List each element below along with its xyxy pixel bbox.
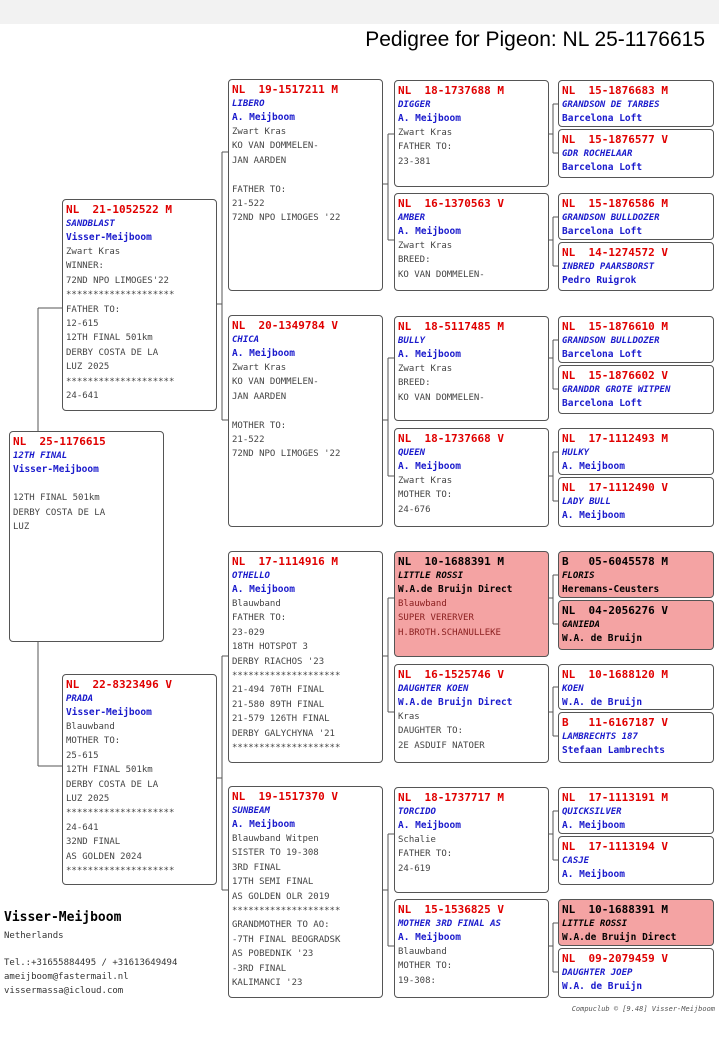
pigeon-name: KOEN [562, 684, 584, 694]
ring-number: B 11-6167187 V [562, 716, 668, 729]
info-line: Zwart Kras [232, 127, 287, 137]
info-line: DERBY RIACHOS '23 [232, 656, 325, 667]
owner-email[interactable]: ameijboom@fastermail.nl [4, 972, 129, 982]
info-line: FATHER TO: [66, 304, 121, 315]
breeder-name: A. Meijboom [398, 820, 461, 831]
info-line [232, 168, 379, 182]
info-line: 12-615 [66, 319, 99, 330]
ring-number: NL 17-1112490 V [562, 481, 668, 494]
pigeon-card-g4-15[interactable] [558, 899, 714, 946]
info-line: ******************** [66, 290, 175, 301]
pigeon-card-g4-14[interactable] [558, 836, 714, 885]
pigeon-name: CASJE [562, 856, 590, 866]
ring-number: NL 15-1876683 M [562, 84, 668, 97]
ring-number: NL 15-1536825 V [398, 903, 504, 916]
info-line: KALIMANCI '23 [232, 978, 303, 989]
info-line: 25-615 [66, 750, 99, 761]
ring-number: NL 18-1737668 V [398, 432, 504, 445]
info-line: DERBY GALYCHYNA '21 [232, 728, 335, 739]
pigeon-name: SANDBLAST [66, 219, 115, 229]
info-line: Zwart Kras [66, 247, 121, 257]
breeder-name: Visser-Meijboom [13, 464, 99, 475]
info-line: JAN AARDEN [232, 155, 287, 166]
info-line: ******************** [232, 743, 341, 754]
info-line: 21-522 [232, 435, 265, 446]
info-line: 12TH FINAL 501km [66, 333, 153, 344]
info-line: Blauwband [232, 599, 281, 609]
pigeon-name: DAUGHTER KOEN [398, 684, 469, 694]
info-line: DERBY COSTA DE LA [66, 779, 159, 790]
info-line: AS GOLDEN OLR 2019 [232, 891, 330, 902]
breeder-name: A. Meijboom [398, 932, 461, 943]
ring-number: NL 09-2079459 V [562, 952, 668, 965]
pigeon-name: LIBERO [232, 99, 265, 109]
info-line: 19-308: [398, 975, 436, 986]
info-line: Zwart Kras [398, 364, 453, 374]
info-line: Blauwband [66, 722, 115, 732]
info-line: 3RD FINAL [232, 862, 281, 873]
ring-number: NL 15-1876602 V [562, 369, 668, 382]
breeder-name: A. Meijboom [398, 113, 461, 124]
breeder-name: A. Meijboom [232, 819, 295, 830]
info-line: 21-580 89TH FINAL [232, 699, 325, 710]
owner-phone: Tel.:+31655884495 / +31613649494 [4, 958, 178, 968]
info-line: 32ND FINAL [66, 837, 121, 848]
ring-number: NL 21-1052522 M [66, 203, 172, 216]
breeder-name: Heremans-Ceusters [562, 584, 660, 595]
breeder-name: A. Meijboom [398, 461, 461, 472]
info-line: Schalie [398, 835, 436, 845]
info-line [232, 404, 379, 418]
info-line: WINNER: [66, 261, 104, 272]
breeder-name: A. Meijboom [398, 226, 461, 237]
pigeon-name: HULKY [562, 448, 590, 458]
pigeon-card-subject[interactable] [9, 431, 164, 642]
ring-number: NL 18-1737688 M [398, 84, 504, 97]
ring-number: NL 10-1688391 M [398, 555, 504, 568]
breeder-name: A. Meijboom [232, 584, 295, 595]
pigeon-card-g4-5[interactable] [558, 316, 714, 363]
breeder-name: W.A. de Bruijn [562, 981, 643, 992]
pigeon-card-sds[interactable] [394, 316, 549, 421]
info-line: KO VAN DOMMELEN- [232, 377, 319, 388]
info-line: -3RD FINAL [232, 963, 287, 974]
info-line: 72ND NPO LIMOGES'22 [66, 275, 169, 286]
ring-number: NL 18-1737717 M [398, 791, 504, 804]
info-line: ******************** [66, 866, 175, 877]
pigeon-card-g4-12[interactable] [558, 712, 714, 763]
breeder-name: Barcelona Loft [562, 226, 643, 237]
info-line: 23-029 [232, 627, 265, 638]
info-line: KO VAN DOMMELEN- [398, 269, 485, 280]
info-line: Kras [398, 712, 420, 722]
pigeon-name: BULLY [398, 336, 426, 346]
breeder-name: Visser-Meijboom [66, 232, 152, 243]
pigeon-name: GRANDDR GROTE WITPEN [562, 385, 671, 395]
pigeon-card-ssd[interactable] [394, 193, 549, 291]
breeder-name: A. Meijboom [562, 820, 625, 831]
info-line: 17TH SEMI FINAL [232, 877, 314, 888]
pigeon-name: CHICA [232, 335, 260, 345]
pigeon-name: QUEEN [398, 448, 426, 458]
ring-number: NL 19-1517370 V [232, 790, 338, 803]
pigeon-name: QUICKSILVER [562, 807, 622, 817]
info-line: FATHER TO: [232, 613, 287, 624]
owner-email-secondary[interactable]: vissermassa@icloud.com [4, 986, 124, 996]
pigeon-card-g4-13[interactable] [558, 787, 714, 834]
info-line: 24-619 [398, 863, 431, 874]
info-line: Zwart Kras [398, 476, 453, 486]
info-line: Zwart Kras [232, 363, 287, 373]
info-line: ******************** [232, 671, 341, 682]
pigeon-card-ddd[interactable] [394, 899, 549, 998]
info-line: ******************** [232, 906, 341, 917]
pigeon-name: FLORIS [562, 571, 595, 581]
pigeon-card-g4-11[interactable] [558, 664, 714, 710]
ring-number: NL 18-5117485 M [398, 320, 504, 333]
pigeon-card-dam-sire[interactable] [228, 551, 383, 763]
ring-number: NL 19-1517211 M [232, 83, 338, 96]
info-line [13, 477, 160, 491]
pigeon-name: DAUGHTER JOEP [562, 968, 633, 978]
pigeon-card-g4-16[interactable] [558, 948, 714, 998]
ring-number: NL 14-1274572 V [562, 246, 668, 259]
pigeon-name: 12TH FINAL [13, 451, 68, 461]
breeder-name: A. Meijboom [232, 348, 295, 359]
pigeon-card-sire-dam[interactable] [228, 315, 383, 527]
info-line: FATHER TO: [398, 142, 453, 153]
info-line: MOTHER TO: [398, 490, 453, 501]
info-line: BREED: [398, 378, 431, 389]
pigeon-name: DIGGER [398, 100, 431, 110]
info-line: GRANDMOTHER TO AO: [232, 920, 330, 931]
breeder-name: Stefaan Lambrechts [562, 745, 665, 756]
pigeon-card-sss[interactable] [394, 80, 549, 187]
info-line: Zwart Kras [398, 128, 453, 138]
info-line: ******************** [66, 376, 175, 387]
pigeon-name: LITTLE ROSSI [398, 571, 464, 581]
ring-number: NL 10-1688120 M [562, 668, 668, 681]
pigeon-name: GRANDSON BULLDOZER [562, 336, 660, 346]
pigeon-name: TORCIDO [398, 807, 436, 817]
info-line: SISTER TO 19-308 [232, 848, 319, 859]
info-line: KO VAN DOMMELEN- [398, 392, 485, 403]
ring-number: NL 16-1525746 V [398, 668, 504, 681]
info-line: SUPER VERERVER [398, 613, 474, 624]
breeder-name: A. Meijboom [232, 112, 295, 123]
info-line: Zwart Kras [398, 241, 453, 251]
breeder-name: A. Meijboom [562, 869, 625, 880]
pigeon-card-sire-sire[interactable] [228, 79, 383, 291]
breeder-name: W.A. de Bruijn [562, 697, 643, 708]
breeder-name: A. Meijboom [562, 461, 625, 472]
info-line: -7TH FINAL BEOGRADSK [232, 934, 341, 945]
info-line: BREED: [398, 255, 431, 266]
info-line: Blauwband Witpen [232, 834, 319, 844]
ring-number: NL 20-1349784 V [232, 319, 338, 332]
pigeon-card-dds[interactable] [394, 787, 549, 893]
pigeon-card-g4-3[interactable] [558, 193, 714, 240]
owner-country: Netherlands [4, 931, 64, 941]
info-line: DERBY COSTA DE LA [66, 347, 159, 358]
breeder-name: A. Meijboom [398, 349, 461, 360]
pigeon-name: LADY BULL [562, 497, 611, 507]
pigeon-name: AMBER [398, 213, 426, 223]
ring-number: NL 10-1688391 M [562, 903, 668, 916]
info-line: 72ND NPO LIMOGES '22 [232, 213, 341, 224]
breeder-name: A. Meijboom [562, 510, 625, 521]
info-line: LUZ [13, 522, 30, 533]
breeder-name: Barcelona Loft [562, 398, 643, 409]
info-line: ******************** [66, 808, 175, 819]
pigeon-name: GANIEDA [562, 620, 600, 630]
ring-number: NL 04-2056276 V [562, 604, 668, 617]
info-line: FATHER TO: [232, 184, 287, 195]
pigeon-card-g4-2[interactable] [558, 129, 714, 178]
info-line: LUZ 2025 [66, 794, 110, 805]
pigeon-name: LITTLE ROSSI [562, 919, 628, 929]
ring-number: NL 17-1112493 M [562, 432, 668, 445]
pigeon-card-sire[interactable] [62, 199, 217, 411]
info-line: DAUGHTER TO: [398, 726, 464, 737]
owner-name: Visser-Meijboom [4, 910, 122, 925]
info-line: 18TH HOTSPOT 3 [232, 642, 308, 653]
info-line: 21-522 [232, 199, 265, 210]
pigeon-name: PRADA [66, 694, 94, 704]
pigeon-name: GRANDSON DE TARBES [562, 100, 660, 110]
breeder-name: Barcelona Loft [562, 113, 643, 124]
ring-number: NL 25-1176615 [13, 435, 106, 448]
info-line: 72ND NPO LIMOGES '22 [232, 449, 341, 460]
pigeon-name: SUNBEAM [232, 806, 270, 816]
info-line: Blauwband [398, 599, 447, 609]
breeder-name: W.A. de Bruijn [562, 633, 643, 644]
breeder-name: Barcelona Loft [562, 162, 643, 173]
pigeon-name: OTHELLO [232, 571, 270, 581]
breeder-name: W.A.de Bruijn Direct [562, 932, 677, 943]
ring-number: NL 16-1370563 V [398, 197, 504, 210]
pigeon-card-g4-7[interactable] [558, 428, 714, 475]
ring-number: NL 17-1113191 M [562, 791, 668, 804]
pigeon-card-g4-9[interactable] [558, 551, 714, 598]
breeder-name: Visser-Meijboom [66, 707, 152, 718]
breeder-name: Pedro Ruigrok [562, 275, 637, 286]
breeder-name: Barcelona Loft [562, 349, 643, 360]
info-line: Blauwband [398, 947, 447, 957]
page-title: Pedigree for Pigeon: NL 25-1176615 [365, 28, 705, 51]
ring-number: B 05-6045578 M [562, 555, 668, 568]
pigeon-name: GDR ROCHELAAR [562, 149, 633, 159]
info-line: 12TH FINAL 501km [13, 493, 100, 504]
pigeon-card-g4-10[interactable] [558, 600, 714, 650]
info-line: FATHER TO: [398, 849, 453, 860]
pigeon-name: INBRED PAARSBORST [562, 262, 655, 272]
ring-number: NL 15-1876610 M [562, 320, 668, 333]
info-line: AS POBEDNIK '23 [232, 949, 314, 960]
info-line: 23-381 [398, 156, 431, 167]
pigeon-card-sdd[interactable] [394, 428, 549, 527]
pigeon-card-dsd[interactable] [394, 664, 549, 763]
pigeon-card-dam-dam[interactable] [228, 786, 383, 998]
footer-credit: Compuclub © [9.48] Visser-Meijboom [571, 1005, 715, 1013]
ring-number: NL 15-1876586 M [562, 197, 668, 210]
ring-number: NL 17-1113194 V [562, 840, 668, 853]
info-line: MOTHER TO: [66, 736, 121, 747]
pigeon-card-dss[interactable] [394, 551, 549, 657]
pigeon-card-g4-6[interactable] [558, 365, 714, 414]
info-line: MOTHER TO: [398, 961, 453, 972]
info-line: MOTHER TO: [232, 420, 287, 431]
pigeon-card-g4-8[interactable] [558, 477, 714, 527]
pigeon-card-g4-1[interactable] [558, 80, 714, 127]
info-line: DERBY COSTA DE LA [13, 507, 106, 518]
info-line: H.BROTH.SCHANULLEKE [398, 627, 501, 638]
breeder-name: W.A.de Bruijn Direct [398, 697, 513, 708]
info-line: LUZ 2025 [66, 362, 110, 373]
info-line: 2E ASDUIF NATOER [398, 740, 485, 751]
info-line: 24-641 [66, 822, 99, 833]
pigeon-name: GRANDSON BULLDOZER [562, 213, 660, 223]
ring-number: NL 22-8323496 V [66, 678, 172, 691]
pigeon-card-dam[interactable] [62, 674, 217, 885]
pigeon-name: LAMBRECHTS 187 [562, 732, 638, 742]
pigeon-name: MOTHER 3RD FINAL AS [398, 919, 501, 929]
ring-number: NL 15-1876577 V [562, 133, 668, 146]
pigeon-card-g4-4[interactable] [558, 242, 714, 291]
info-line: 21-494 70TH FINAL [232, 685, 325, 696]
info-line: AS GOLDEN 2024 [66, 851, 142, 862]
info-line: 24-641 [66, 391, 99, 402]
info-line: KO VAN DOMMELEN- [232, 141, 319, 152]
info-line: 24-676 [398, 504, 431, 515]
info-line: 12TH FINAL 501km [66, 765, 153, 776]
breeder-name: W.A.de Bruijn Direct [398, 584, 513, 595]
ring-number: NL 17-1114916 M [232, 555, 338, 568]
info-line: JAN AARDEN [232, 391, 287, 402]
info-line: 21-579 126TH FINAL [232, 714, 330, 725]
